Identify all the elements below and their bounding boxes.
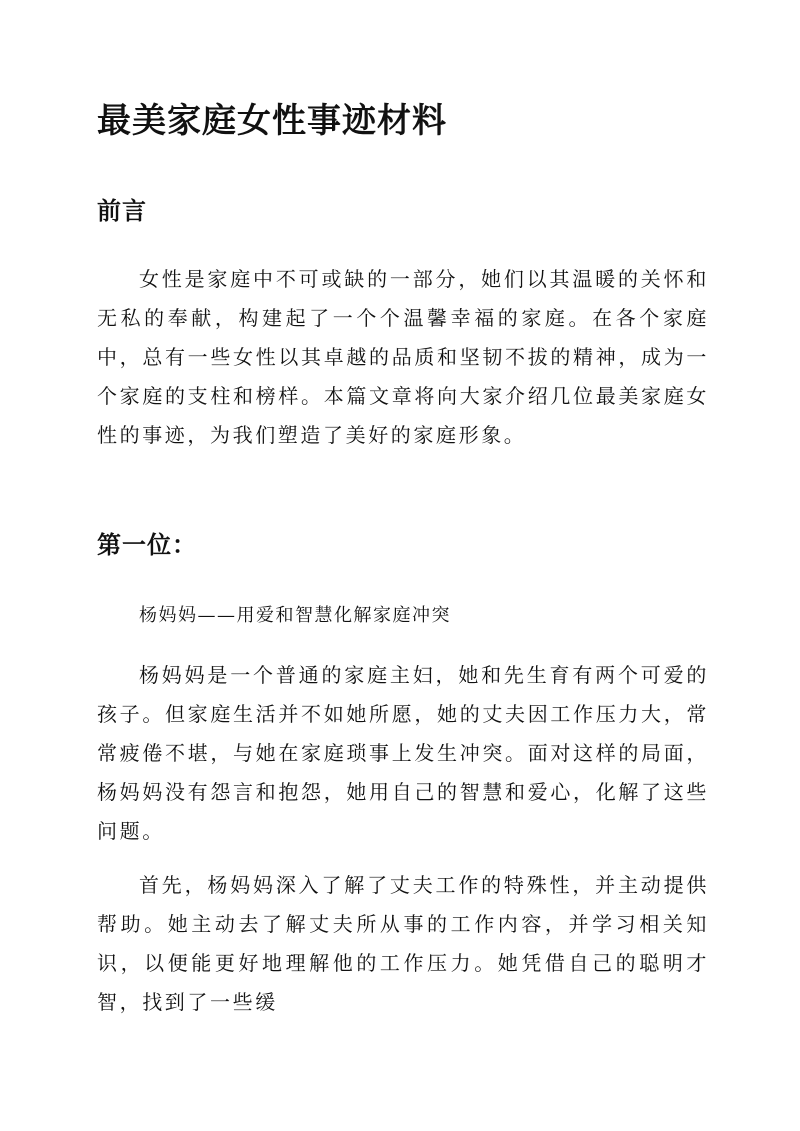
first-section-heading: 第一位：: [97, 530, 197, 559]
first-section-subtitle: 杨妈妈——用爱和智慧化解家庭冲突: [139, 605, 451, 626]
preface-paragraph: 女性是家庭中不可或缺的一部分，她们以其温暖的关怀和无私的奉献，构建起了一个个温馨幸福的家庭。在各个家庭中，总有一些女性以其卓越的品质和坚韧不拔的精神，成为一个家庭的支柱和榜样。本篇文章将向大家介绍几位最美家庭女性的事迹，为我们塑造了美好的家庭形象。: [97, 267, 709, 447]
first-section-paragraph-2: 首先，杨妈妈深入了解了丈夫工作的特殊性，并主动提供帮助。她主动去了解丈夫所从事的工作内容，并学习相关知识，以便能更好地理解他的工作压力。她凭借自己的聪明才智，找到了一些缓: [97, 873, 709, 1014]
first-section-paragraph-1: 杨妈妈是一个普通的家庭主妇，她和先生育有两个可爱的孩子。但家庭生活并不如她所愿，她的丈夫因工作压力大，常常疲倦不堪，与她在家庭琐事上发生冲突。面对这样的局面，杨妈妈没有怨言和抱怨，她用自己的智慧和爱心，化解了这些问题。: [97, 663, 709, 843]
preface-heading: 前言: [97, 196, 147, 225]
document-title: 最美家庭女性事迹材料: [97, 101, 447, 141]
